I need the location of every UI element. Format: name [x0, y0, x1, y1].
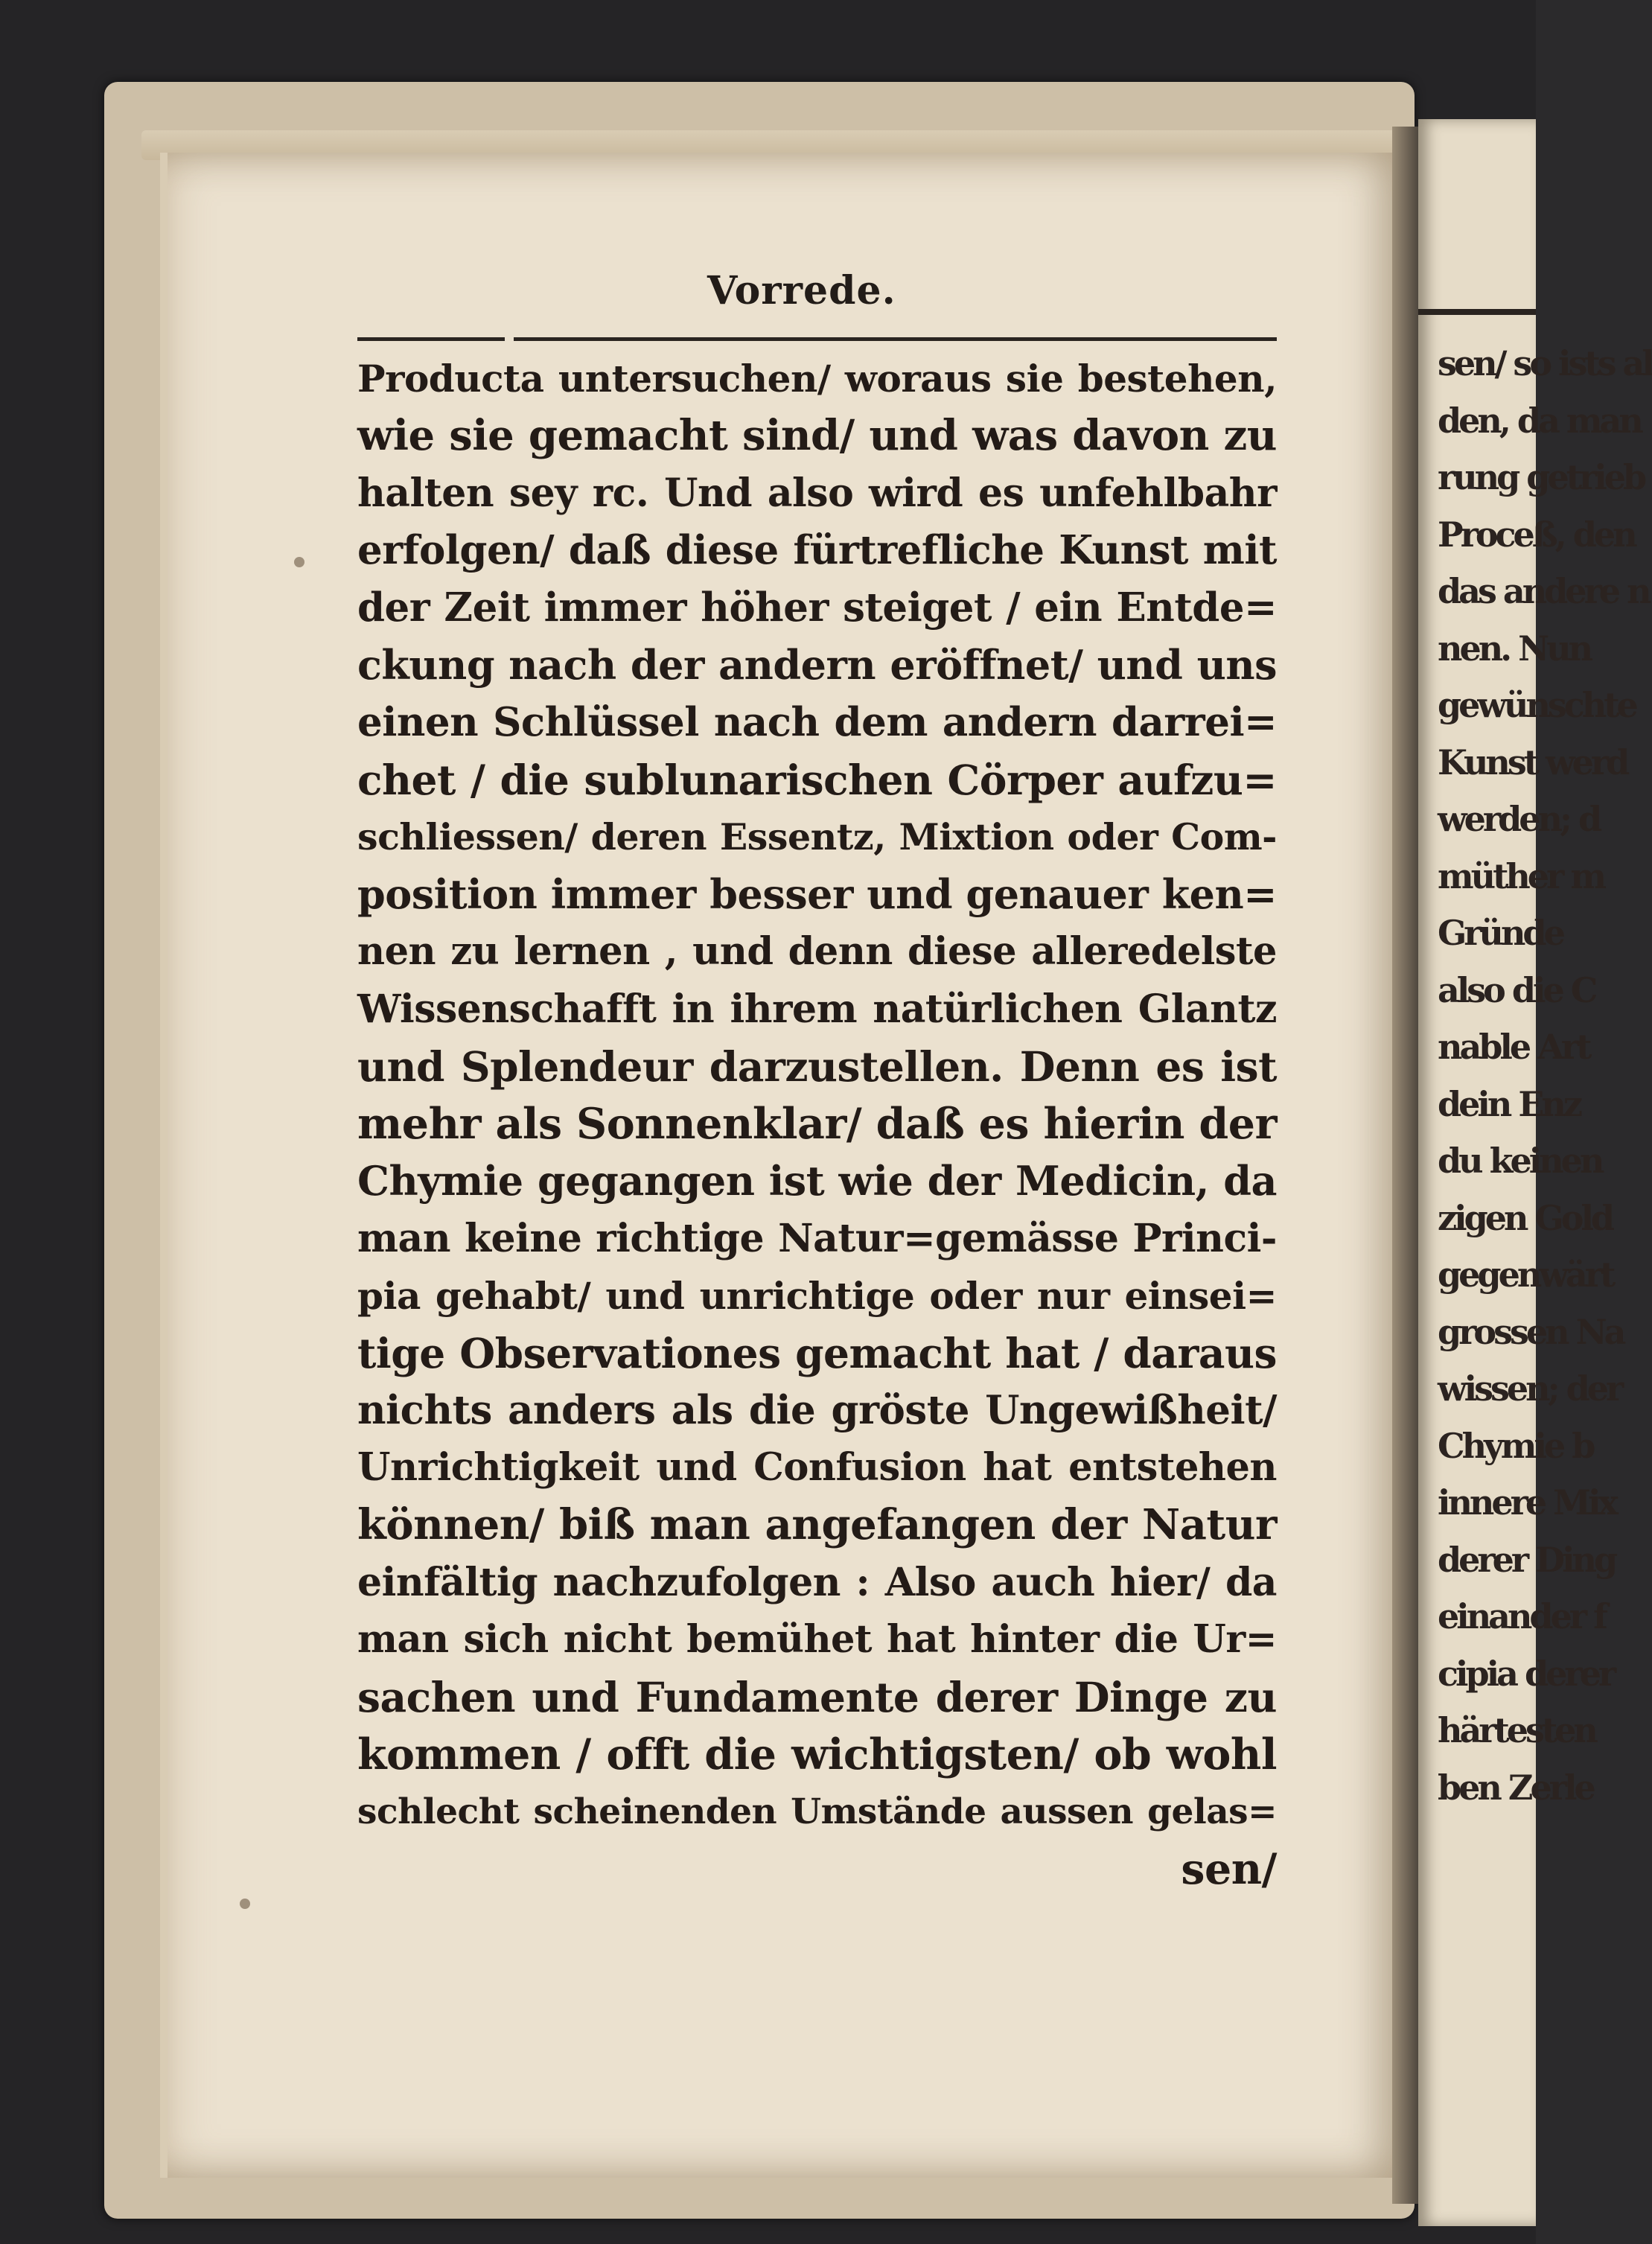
ink-spot	[240, 1899, 250, 1909]
text-line: nen zu lernen , und denn diese alleredelste	[357, 929, 1277, 974]
text-line: erfolgen/ daß diese fürtrefliche Kunst mit	[357, 527, 1277, 573]
facing-text-line: werden; d	[1438, 799, 1600, 839]
facing-text-line: wissen; der	[1438, 1368, 1621, 1409]
facing-text-line: innere Mix	[1438, 1482, 1616, 1523]
page-header: Vorrede.	[707, 268, 896, 313]
facing-text-line: den, da man	[1438, 400, 1641, 441]
facing-text-line: das andere n	[1438, 571, 1649, 611]
text-line: einen Schlüssel nach dem andern darrei=	[357, 699, 1277, 745]
text-line: chet / die sublunarischen Cörper aufzu=	[357, 756, 1277, 804]
facing-text-line: gegenwärt	[1438, 1255, 1613, 1295]
text-line: schlecht scheinenden Umstände aussen gelas=	[357, 1791, 1277, 1832]
text-line: wie sie gemacht sind/ und was davon zu	[357, 411, 1277, 460]
text-line: position immer besser und genauer ken=	[357, 870, 1277, 918]
text-line: tige Observationes gemacht hat / daraus	[357, 1329, 1277, 1377]
text-line: schliessen/ deren Essentz, Mixtion oder Com-	[357, 815, 1277, 858]
facing-page	[1418, 119, 1652, 2226]
facing-text-line: ben Zerle	[1438, 1767, 1593, 1808]
text-line: kommen / offt die wichtigsten/ ob wohl	[357, 1730, 1277, 1779]
text-line: Chymie gegangen ist wie der Medicin, da	[357, 1157, 1277, 1205]
text-line: sen/	[1181, 1844, 1277, 1894]
body-text	[357, 350, 1277, 1898]
text-line: können/ biß man angefangen der Natur	[357, 1500, 1277, 1549]
facing-text-line: nable Art	[1438, 1027, 1589, 1067]
facing-page-rule	[1418, 309, 1536, 315]
header-rule-short	[357, 337, 505, 341]
header-rule-long	[514, 337, 1277, 341]
facing-text-line: also die C	[1438, 969, 1595, 1010]
facing-text-line: dein Enz	[1438, 1083, 1580, 1124]
text-line: man sich nicht bemühet hat hinter die Ur=	[357, 1617, 1277, 1662]
text-line: man keine richtige Natur=gemässe Princi-	[357, 1216, 1277, 1261]
text-line: der Zeit immer höher steiget / ein Entde=	[357, 584, 1277, 631]
facing-text-line: einander f	[1438, 1596, 1605, 1636]
facing-text-line: härtesten	[1438, 1710, 1595, 1750]
text-line: Producta untersuchen/ woraus sie bestehen,	[357, 357, 1277, 401]
facing-text-line: müther m	[1438, 855, 1604, 896]
facing-text-line: zigen Gold	[1438, 1197, 1613, 1238]
facing-text-line: Gründe	[1438, 913, 1563, 953]
text-line: sachen und Fundamente derer Dinge zu	[357, 1673, 1277, 1721]
facing-text-line: gewünschte	[1438, 685, 1636, 725]
facing-text-line: derer Ding	[1438, 1539, 1616, 1580]
facing-text-line: sen/ so ists al	[1438, 343, 1652, 383]
facing-text-line: du keinen	[1438, 1141, 1602, 1181]
text-line: halten sey rc. Und also wird es unfehlbahr	[357, 471, 1277, 516]
text-line: einfältig nachzufolgen : Also auch hier/ da	[357, 1560, 1277, 1605]
text-line: Wissenschafft in ihrem natürlichen Glantz	[357, 986, 1277, 1032]
facing-text-line: Chymie b	[1438, 1425, 1593, 1466]
facing-text-line: nen. Nun	[1438, 628, 1591, 669]
facing-page-text	[1438, 335, 1652, 1816]
text-line: pia gehabt/ und unrichtige oder nur einsei=	[357, 1274, 1277, 1318]
facing-text-line: Kunst werd	[1438, 742, 1627, 782]
text-line: nichts anders als die gröste Ungewißheit/	[357, 1387, 1277, 1433]
text-line: ckung nach der andern eröffnet/ und uns	[357, 641, 1277, 689]
text-line: Unrichtigkeit und Confusion hat entstehen	[357, 1445, 1277, 1490]
text-line: und Splendeur darzustellen. Denn es ist	[357, 1042, 1277, 1091]
facing-text-line: Proceß, den	[1438, 514, 1635, 555]
text-line: mehr als Sonnenklar/ daß es hierin der	[357, 1099, 1277, 1149]
facing-text-line: rung getrieb	[1438, 457, 1645, 497]
facing-text-line: cipia derer	[1438, 1653, 1614, 1694]
facing-text-line: grossen Na	[1438, 1311, 1624, 1352]
ink-spot	[294, 557, 304, 567]
